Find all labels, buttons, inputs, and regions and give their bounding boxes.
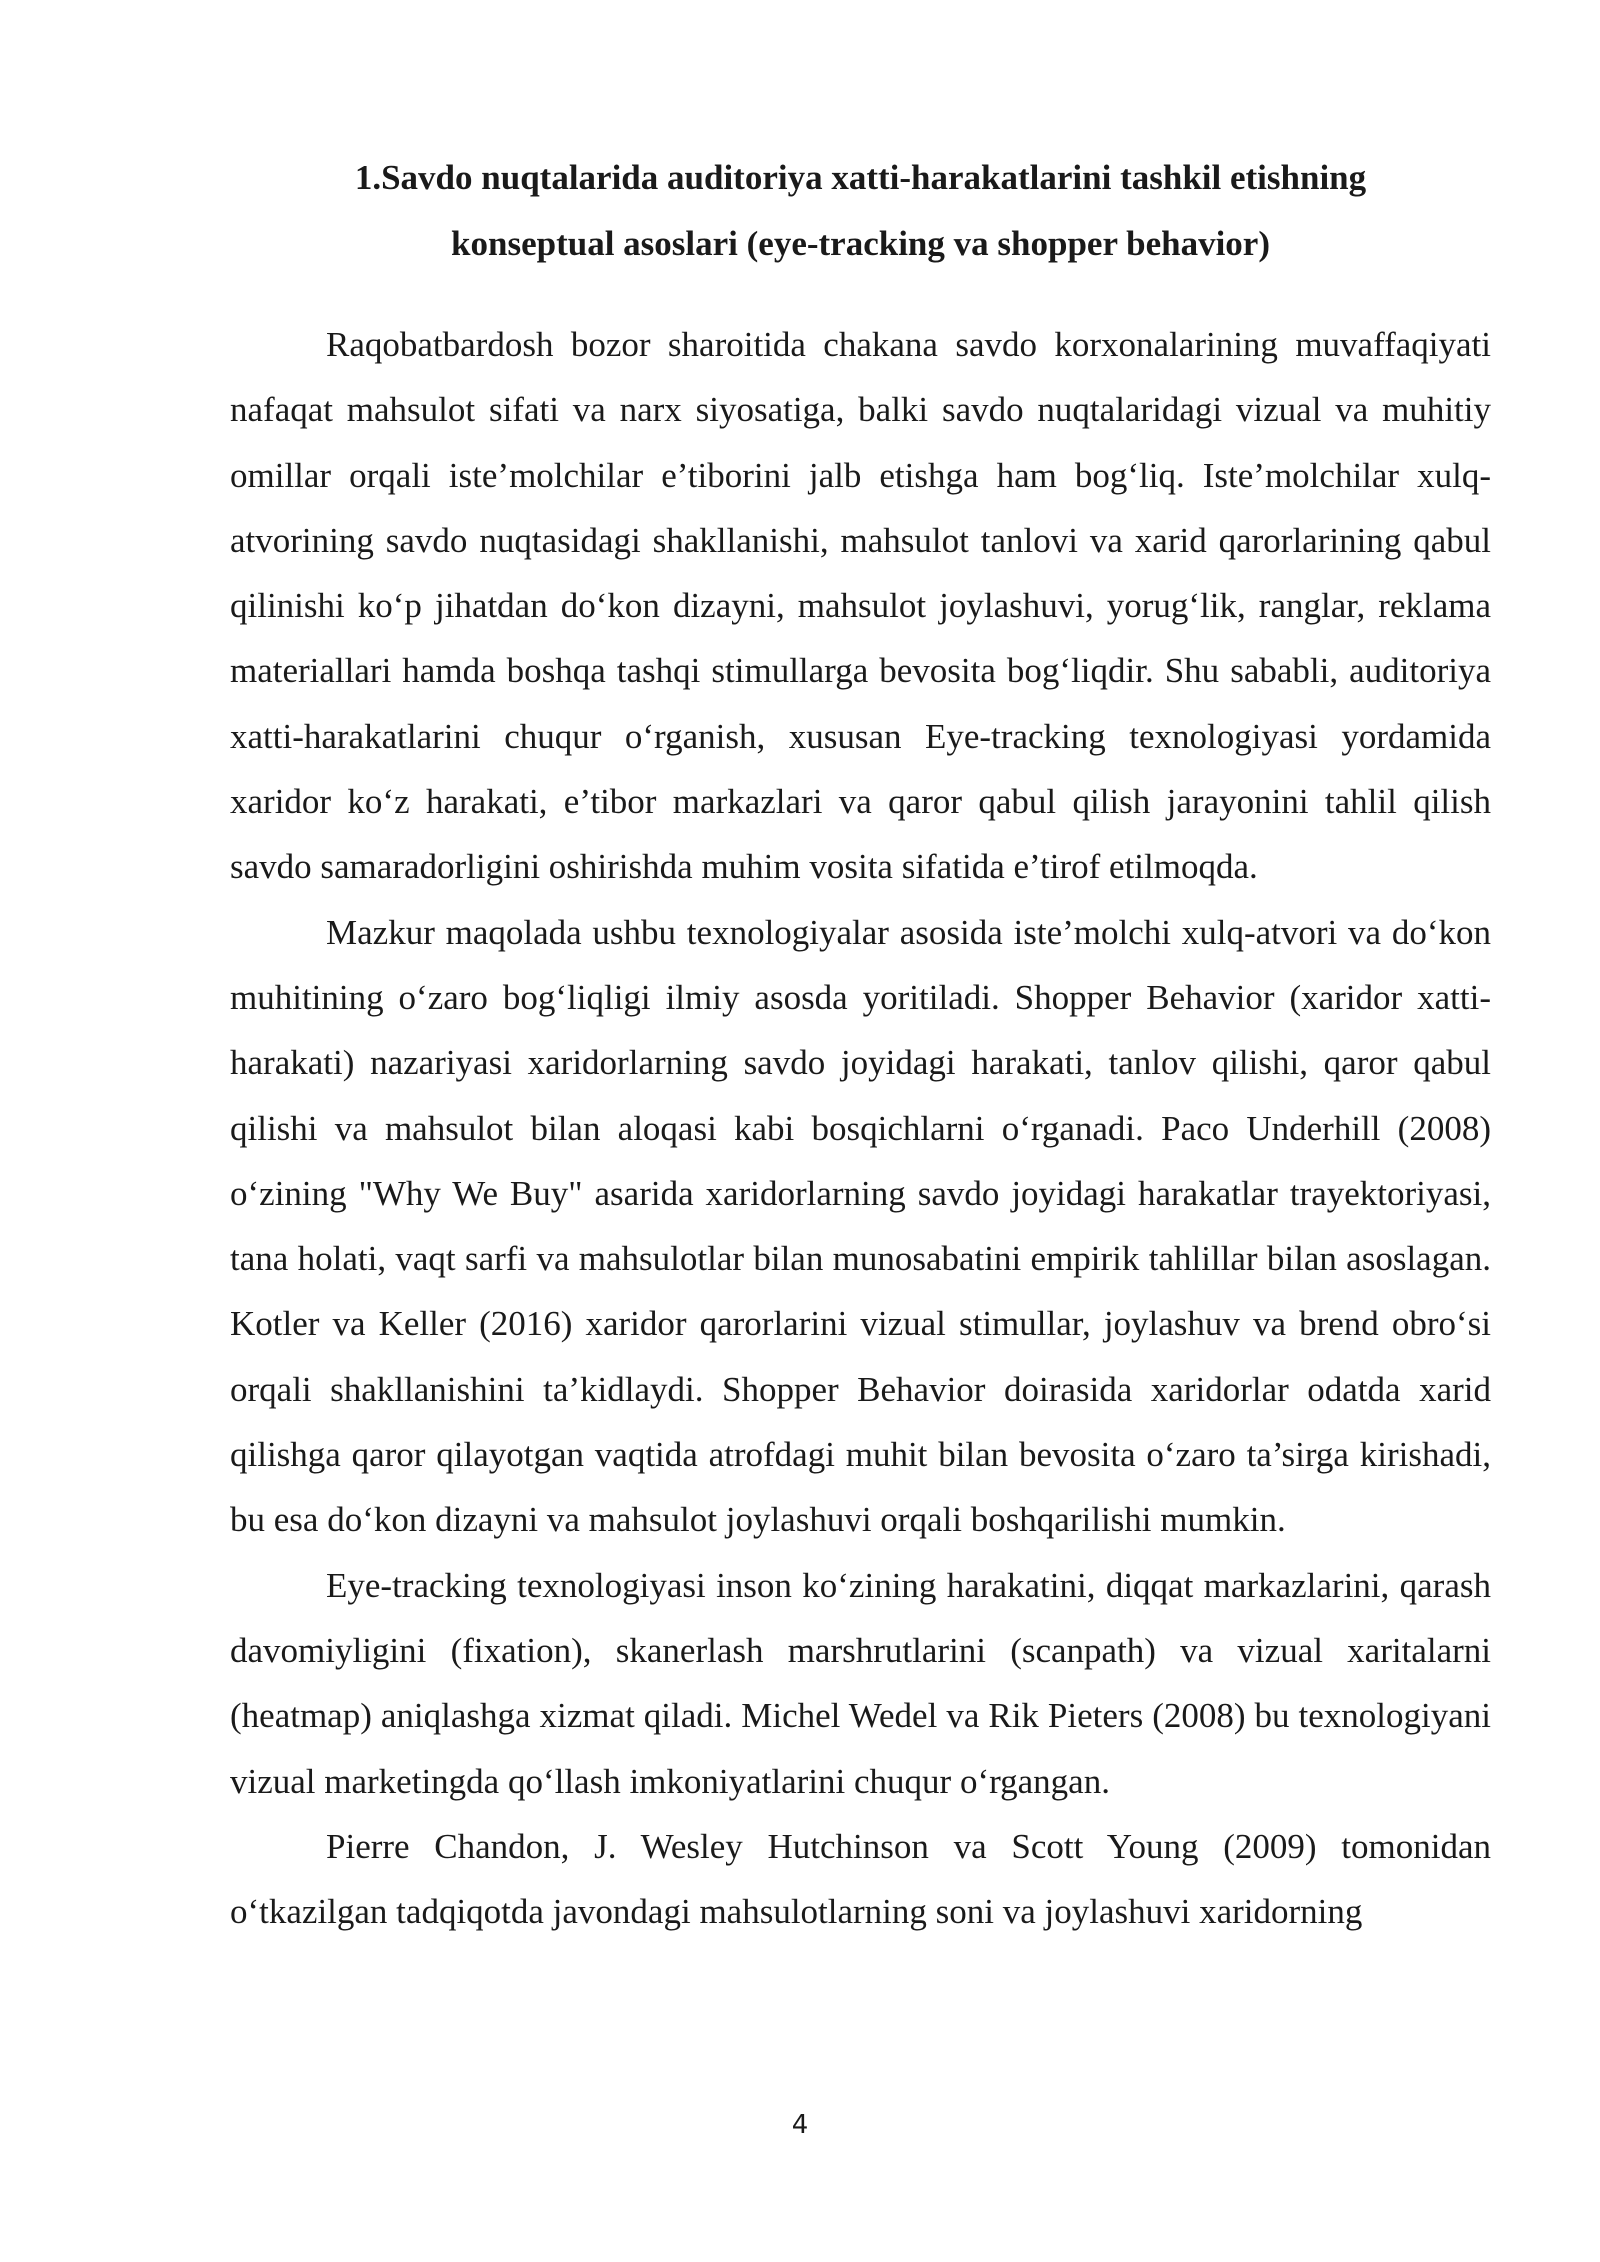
paragraph-4: Pierre Chandon, J. Wesley Hutchinson va Scott Young (2009) tomonidan o‘tkazilgan tadqiqotda javondagi mahsulotlarning soni va joylashuvi xaridorning <box>230 1826 1491 1932</box>
section-title-line-2: konseptual asoslari (eye-tracking va shopper behavior) <box>451 224 1270 263</box>
body-text <box>230 312 1491 1944</box>
paragraph-1: Raqobatbardosh bozor sharoitida chakana savdo korxonalarining muvaffaqiyati nafaqat mahsulot sifati va narx siyosatiga, balki savdo nuqtalaridagi vizual va muhitiy omillar orqali iste’molchilar e’tiborini jalb etishga ham bog‘liq. Iste’molchilar xulq- atvorining savdo nuqtasidagi shakllanishi, mahsulot tanlovi va xarid qarorlarining qabul qilinishi ko‘p jihatdan do‘kon dizayni, mahsulot joylashuvi, yorug‘lik, ranglar, reklama materiallari hamda boshqa tashqi stimullarga bevosita bog‘liqdir. Shu sababli, auditoriya xatti-harakatlarini chuqur o‘rganish, xususan Eye-tracking texnologiyasi yordamida xaridor ko‘z harakati, e’tibor markazlari va qaror qabul qilish jarayonini tahlil qilish savdo samaradorligini oshirishda muhim vosita sifatida e’tirof etilmoqda. <box>230 325 1491 887</box>
section-title-line-1: 1.Savdo nuqtalarida auditoriya xatti-harakatlarini tashkil etishning <box>354 158 1367 197</box>
page-number: 4 <box>791 2110 809 2140</box>
section-title <box>230 145 1491 277</box>
paragraph-2: Mazkur maqolada ushbu texnologiyalar asosida iste’molchi xulq-atvori va do‘kon muhitining o‘zaro bog‘liqligi ilmiy asosda yoritiladi. Shopper Behavior (xaridor xatti- harakati) nazariyasi xaridorlarning savdo joyidagi harakati, tanlov qilishi, qaror qabul qilishi va mahsulot bilan aloqasi kabi bosqichlarni o‘rganadi. Paco Underhill (2008) o‘zining "Why We Buy" asarida xaridorlarning savdo joyidagi harakatlar trayektoriyasi, tana holati, vaqt sarfi va mahsulotlar bilan munosabatini empirik tahlillar bilan asoslagan. Kotler va Keller (2016) xaridor qarorlarini vizual stimullar, joylashuv va brend obro‘si orqali shakllanishini ta’kidlaydi. Shopper Behavior doirasida xaridorlar odatda xarid qilishga qaror qilayotgan vaqtida atrofdagi muhit bilan bevosita o‘zaro ta’sirga kirishadi, bu esa do‘kon dizayni va mahsulot joylashuvi orqali boshqarilishi mumkin. <box>230 912 1491 1540</box>
paragraph-3: Eye-tracking texnologiyasi inson ko‘zining harakatini, diqqat markazlarini, qarash davomiyligini (fixation), skanerlash marshrutlarini (scanpath) va vizual xaritalarni (heatmap) aniqlashga xizmat qiladi. Michel Wedel va Rik Pieters (2008) bu texnologiyani vizual marketingda qo‘llash imkoniyatlarini chuqur o‘rgangan. <box>230 1565 1491 1801</box>
